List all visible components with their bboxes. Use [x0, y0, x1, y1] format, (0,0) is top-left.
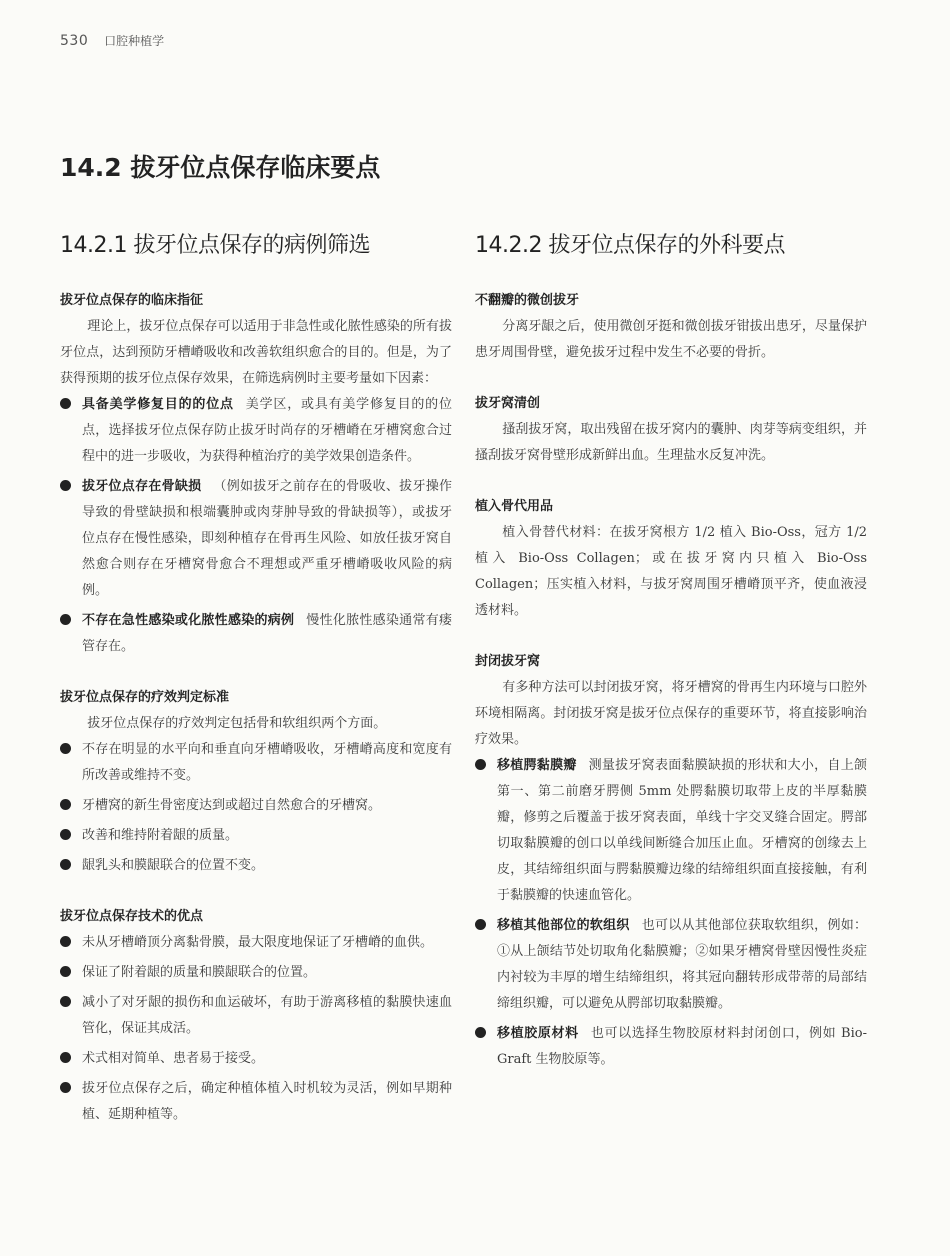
cleaning-block [475, 392, 867, 469]
list-item [60, 1076, 452, 1128]
item-lead: 拔牙位点存在骨缺损 [82, 479, 202, 494]
item-lead: 具备美学修复目的的位点 [82, 397, 234, 412]
paragraph: 拔牙位点保存的疗效判定包括骨和软组织两个方面。 [87, 716, 387, 731]
closing-block [475, 650, 867, 1073]
bullet-icon [60, 743, 71, 754]
left-column [60, 228, 452, 1154]
item-text: 也可以从其他部位获取软组织，例如：①从上颌结节处切取角化黏膜瓣；②如果牙槽窝骨壁因慢性炎症内衬较为丰厚的增生结缔组织，将其冠向翻转形成带蒂的局部结缔组织瓣，可以避免从腭部切取黏膜瓣。 [497, 918, 867, 1011]
list-item [60, 392, 452, 470]
block-title: 封闭拔牙窝 [475, 654, 541, 669]
bullet-list [60, 737, 452, 879]
list-item [60, 737, 452, 789]
paragraph: 搔刮拔牙窝，取出残留在拔牙窝内的囊肿、肉芽等病变组织，并搔刮拔牙窝骨壁形成新鲜出血。生理盐水反复冲洗。 [475, 422, 867, 463]
item-text: 减小了对牙龈的损伤和血运破坏，有助于游离移植的黏膜快速血管化，保证其成活。 [82, 995, 452, 1036]
list-item [475, 1021, 867, 1073]
list-item [60, 990, 452, 1042]
paragraph: 理论上，拔牙位点保存可以适用于非急性或化脓性感染的所有拔牙位点，达到预防牙槽嵴吸收和改善软组织愈合的目的。但是，为了获得预期的拔牙位点保存效果，在筛选病例时主要考量如下因素： [60, 319, 452, 386]
block-title: 不翻瓣的微创拔牙 [475, 293, 580, 308]
bullet-icon [475, 759, 486, 770]
list-item [475, 913, 867, 1017]
criteria-block [60, 686, 452, 879]
item-lead: 移植胶原材料 [497, 1026, 579, 1041]
bullet-icon [60, 1052, 71, 1063]
paragraph: 植入骨替代材料：在拔牙窝根方 1/2 植入 Bio-Oss，冠方 1/2 植入 Bio-Oss Collagen；或在拔牙窝内只植入 Bio-Oss Collagen；压实植入材料，与拔牙窝周围牙槽嵴顶平齐，使血液浸透材料。 [475, 525, 867, 618]
bullet-icon [60, 966, 71, 977]
right-column [475, 228, 867, 1099]
bullet-icon [60, 614, 71, 625]
list-item [475, 753, 867, 909]
list-item [60, 1046, 452, 1072]
list-item [60, 853, 452, 879]
bullet-icon [60, 859, 71, 870]
item-text: 拔牙位点保存之后，确定种植体植入时机较为灵活，例如早期种植、延期种植等。 [82, 1081, 452, 1122]
advantages-block [60, 905, 452, 1128]
block-title: 植入骨代用品 [475, 499, 554, 514]
item-text: （例如拔牙之前存在的骨吸收、拔牙操作导致的骨壁缺损和根端囊肿或肉芽肿导致的骨缺损等），或拔牙位点存在慢性感染，即刻种植存在骨再生风险、如放任拔牙窝自然愈合则存在牙槽窝骨愈合不理想或严重牙槽嵴吸收风险的病例。 [82, 479, 452, 598]
item-lead: 不存在急性感染或化脓性感染的病例 [82, 613, 295, 628]
page-number: 530 [60, 33, 89, 49]
subsection-heading: 14.2.2 拔牙位点保存的外科要点 [475, 233, 785, 258]
bullet-icon [60, 829, 71, 840]
item-text: 龈乳头和膜龈联合的位置不变。 [82, 858, 265, 873]
item-text: 术式相对简单、患者易于接受。 [82, 1051, 265, 1066]
bullet-icon [60, 1082, 71, 1093]
block-title: 拔牙位点保存的疗效判定标准 [60, 690, 230, 705]
item-text: 未从牙槽嵴顶分离黏骨膜，最大限度地保证了牙槽嵴的血供。 [82, 935, 434, 950]
block-title: 拔牙位点保存技术的优点 [60, 909, 204, 924]
item-text: 慢性化脓性感染通常有瘘管存在。 [82, 613, 452, 654]
book-title: 口腔种植学 [104, 34, 165, 48]
item-text: 测量拔牙窝表面黏膜缺损的形状和大小，自上颌第一、第二前磨牙腭侧 5mm 处腭黏膜切取带上皮的半厚黏膜瓣，修剪之后覆盖于拔牙窝表面，单线十字交叉缝合固定。腭部切取黏膜瓣的创口以单线间断缝合加压止血。牙槽窝的创缘去上皮，其结缔组织面与腭黏膜瓣边缘的结缔组织面直接接触，有利于黏膜瓣的快速血管化。 [497, 758, 867, 903]
running-header [60, 32, 164, 49]
item-text: 牙槽窝的新生骨密度达到或超过自然愈合的牙槽窝。 [82, 798, 382, 813]
extraction-block [475, 289, 867, 366]
list-item [60, 474, 452, 604]
list-item [60, 960, 452, 986]
item-text: 改善和维持附着龈的质量。 [82, 828, 239, 843]
subsection-heading: 14.2.1 拔牙位点保存的病例筛选 [60, 233, 370, 258]
bullet-icon [60, 480, 71, 491]
bullet-list [60, 392, 452, 660]
item-text: 也可以选择生物胶原材料封闭创口，例如 Bio-Graft 生物胶原等。 [497, 1026, 867, 1067]
list-item [60, 823, 452, 849]
bullet-icon [60, 398, 71, 409]
bullet-icon [60, 936, 71, 947]
paragraph: 分离牙龈之后，使用微创牙挺和微创拔牙钳拔出患牙，尽量保护患牙周围骨壁，避免拔牙过程中发生不必要的骨折。 [475, 319, 867, 360]
item-lead: 移植其他部位的软组织 [497, 918, 630, 933]
block-title: 拔牙窝清创 [475, 396, 541, 411]
bullet-icon [60, 996, 71, 1007]
section-title: 14.2 拔牙位点保存临床要点 [60, 153, 381, 182]
item-text: 保证了附着龈的质量和膜龈联合的位置。 [82, 965, 317, 980]
item-text: 美学区，或具有美学修复目的的位点，选择拔牙位点保存防止拔牙时尚存的牙槽嵴在牙槽窝愈合过程中的进一步吸收，为获得种植治疗的美学效果创造条件。 [82, 397, 452, 464]
indications-block [60, 289, 452, 660]
list-item [60, 608, 452, 660]
bullet-icon [475, 1027, 486, 1038]
list-item [60, 793, 452, 819]
bullet-list [60, 930, 452, 1128]
list-item [60, 930, 452, 956]
grafting-block [475, 495, 867, 624]
bullet-list [475, 753, 867, 1073]
bullet-icon [60, 799, 71, 810]
bullet-icon [475, 919, 486, 930]
item-lead: 移植腭黏膜瓣 [497, 758, 577, 773]
block-title: 拔牙位点保存的临床指征 [60, 293, 204, 308]
paragraph: 有多种方法可以封闭拔牙窝，将牙槽窝的骨再生内环境与口腔外环境相隔离。封闭拔牙窝是拔牙位点保存的重要环节，将直接影响治疗效果。 [475, 680, 867, 747]
item-text: 不存在明显的水平向和垂直向牙槽嵴吸收，牙槽嵴高度和宽度有所改善或维持不变。 [82, 742, 452, 783]
